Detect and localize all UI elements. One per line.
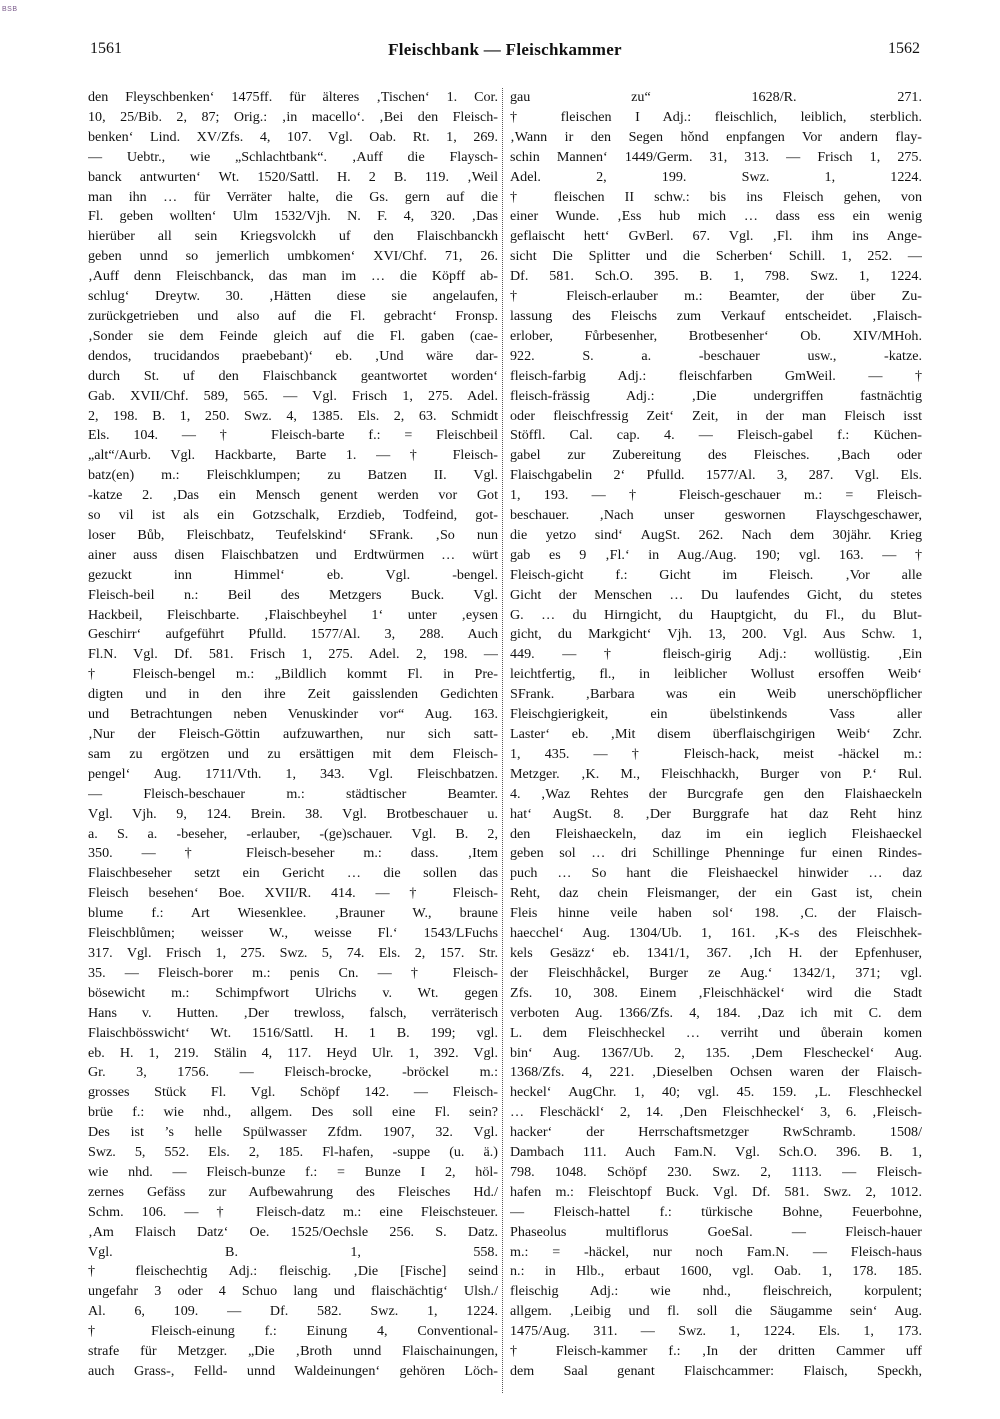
text-line: grosses Stück Fl. Vgl. Schöpf 142. — Fleisch- (88, 1084, 498, 1101)
text-line: Fleischblůmen; weisser W., weisse Fl.‘ 1543/LFuchs (88, 925, 498, 942)
text-line: Schm. 106. — † Fleisch-datz m.: eine Fleischsteuer. (88, 1203, 498, 1220)
text-line: 1475/Aug. 311. — Swz. 1, 1224. Els. 1, 173. (510, 1323, 922, 1340)
text-line: Reht, daz chein Fleismanger, der ein Gast ist, chein (510, 885, 922, 902)
text-line: † fleischechtig Adj.: fleischig. ‚Die [Fische] seind (88, 1263, 498, 1280)
text-line: strafe für Metzger. „Die ‚Broth unnd Flaischainungen, (88, 1343, 498, 1360)
text-line: m.: = -häckel, nur noch Fam.N. — Fleisch-haus (510, 1243, 922, 1260)
text-line: loser Bůb, Fleischbatz, Teufelskind‘ SFrank. ‚So nun (88, 526, 498, 543)
text-line: hat‘ AugSt. 8. ‚Der Burggrafe hat daz Reht hinz (510, 805, 922, 822)
text-line: den Fleyschbenken‘ 1475ff. für älteres ‚Tischen‘ 1. Cor. (88, 89, 498, 105)
running-title: Fleischbank — Fleischkammer (388, 40, 622, 59)
text-line: die yetzo sind‘ AugSt. 262. Nach dem 30jähr. Krieg (510, 526, 922, 543)
text-line: blume f.: Art Wiesenklee. ‚Brauner W., braune (88, 905, 498, 922)
text-line: Dambach 111. Auch Fam.N. Vgl. Sch.O. 396. B. 1, (510, 1144, 922, 1161)
text-line: zernes Gefäss zur Aufbewahrung des Fleisches Hd./ (88, 1183, 498, 1200)
text-line: oder fleischfressig Zeit‘ Zeit, in der man Fleisch isst (510, 407, 922, 424)
text-line: hafen m.: Fleischtopf Buck. Vgl. Df. 581. Swz. 2, 1012. (510, 1183, 922, 1200)
text-line: Fleisch-gicht f.: Gicht im Fleisch. ‚Vor alle (510, 566, 922, 583)
text-line: lassung des Fleischs zum Verkauf entscheidet. ‚Flaisch- (510, 307, 922, 324)
library-stamp: BSB (2, 6, 18, 13)
text-line: schlug‘ Dreytw. 30. ‚Hätten diese sie angelaufen, (88, 288, 498, 305)
text-line: † Fleisch-erlauber m.: Beamter, der über Zu- (510, 288, 922, 305)
text-line: wie nhd. — Fleisch-bunze f.: = Bunze I 2, höl- (88, 1163, 498, 1180)
text-line: fleisch-frässig Adj.: ‚Die undergriffen fastnächtig (510, 387, 922, 404)
text-line: 317. Vgl. Frisch 1, 275. Swz. 5, 74. Els. 2, 157. Str. (88, 944, 498, 961)
text-line: n.: in Hlb., erbaut 1600, vgl. Oab. 1, 178. 185. (510, 1263, 922, 1280)
text-line: leichtfertig, fl., in leiblicher Wollust ersoffen Weib‘ (510, 666, 922, 683)
text-line: — Uebtr., wie „Schlachtbank“. ‚Auff die Flaysch- (88, 148, 498, 165)
text-line: einer Wunde. ‚Ess hub mich … dass ess ein wenig (510, 208, 922, 225)
text-line: den Fleishaeckeln, daz im ein ieglich Fleishaeckel (510, 825, 922, 842)
column-divider (502, 88, 503, 1393)
text-line: batz(en) m.: Fleischklumpen; zu Batzen II. Vgl. (88, 467, 498, 484)
text-line: haecchel‘ Aug. 1304/Ub. 1, 161. ‚K-s des Fleischhek- (510, 925, 922, 942)
text-line: L. dem Fleischheckel … verriht und ůberain komen (510, 1024, 922, 1041)
text-line: dem Saal genant Flaischcammer: Flaisch, Speckh, (510, 1363, 922, 1379)
text-line: Vgl. Vjh. 9, 124. Brein. 38. Vgl. Brotbeschauer u. (88, 805, 498, 822)
text-line: eb. H. 1, 219. Stälin 4, 117. Heyd Ulr. 1, 392. Vgl. (88, 1044, 498, 1061)
text-line: Laster‘ eb. ‚Mit disem überflaischgirigen Weib‘ Zchr. (510, 726, 922, 742)
text-line: Stöffl. Cal. cap. 4. — Fleisch-gabel f.: Küchen- (510, 427, 922, 444)
page-header (90, 40, 920, 64)
right-column (510, 88, 922, 1393)
right-page-number: 1562 (888, 40, 920, 57)
text-line: geflaischt hett‘ GvBerl. 67. Vgl. ‚Fl. ihm ins Ange- (510, 228, 922, 245)
text-line: Fl.N. Vgl. Df. 581. Frisch 1, 275. Adel. 2, 198. — (88, 646, 498, 663)
text-line: 1368/Zfs. 4, 221. ‚Dieselben Ochsen waren der Flaisch- (510, 1064, 922, 1081)
text-line: gicht, du Markgicht‘ Vjh. 13, 200. Vgl. Aus Schw. 1, (510, 626, 922, 643)
text-line: † fleischen II schw.: bis ins Fleisch gehen, von (510, 188, 922, 205)
left-page-number: 1561 (90, 40, 122, 57)
text-line: man ihn … für Verräter halte, die Gs. gern auf die (88, 188, 498, 205)
text-line: gezuckt inn Himmel‘ eb. Vgl. -bengel. (88, 566, 498, 583)
text-line: fleischig Adj.: wie nhd., fleischreich, korpulent; (510, 1283, 922, 1300)
text-line: Els. 104. — † Fleisch-barte f.: = Fleischbeil (88, 427, 498, 444)
text-line: 10, 25/Bib. 2, 87; Orig.: ‚in macello‘. ‚Bei den Fleisch- (88, 108, 498, 125)
text-line: Phaseolus multiflorus GoeSal. — Fleisch-hauer (510, 1223, 922, 1240)
text-line: Hans v. Hutten. ‚Der trewloss, falsch, verräterisch (88, 1004, 498, 1021)
text-line: Gab. XVII/Chf. 589, 565. — Vgl. Frisch 1, 275. Adel. (88, 387, 498, 404)
text-line: Swz. 5, 552. Els. 2, 185. Fl-hafen, -suppe (u. ä.) (88, 1144, 498, 1161)
text-line: benken‘ Lind. XV/Zfs. 4, 107. Vgl. Oab. Rt. 1, 269. (88, 128, 498, 145)
text-line: fleisch-farbig Adj.: fleischfarben GmWeil. — † (510, 367, 922, 384)
text-line: zurückgetrieben und also auf die Fl. gebracht‘ Fronsp. (88, 307, 498, 324)
text-line: heckel‘ AugChr. 1, 40; vgl. 45. 159. ‚L. Fleschheckel (510, 1084, 922, 1101)
text-line: Zfs. 10, 308. Einem ‚Fleischhäckel‘ wird die Stadt (510, 984, 922, 1001)
text-line: Al. 6, 109. — Df. 582. Swz. 1, 1224. (88, 1303, 498, 1320)
text-line: Hackbeil, Fleischbarte. ‚Flaischbeyhel 1‘ unter ‚eysen (88, 606, 498, 623)
text-line: hacker‘ der Herrschaftsmetzger RwSchramb. 1508/ (510, 1124, 922, 1141)
text-line: ‚Wann ir den Segen hǒnd enpfangen Vor andern flay- (510, 128, 922, 145)
text-line: 1, 435. — † Fleisch-hack, meist -häckel m.: (510, 745, 922, 762)
text-line: geben sol … dri Schillinge Phenninge fur einen Rindes- (510, 845, 922, 862)
text-line: ainer auss disen Flaischbatzen und Erdtwürmen … würt (88, 546, 498, 563)
text-line: Des ist ’s helle Spülwasser Zfdm. 1907, 32. Vgl. (88, 1124, 498, 1141)
text-line: Metzger. ‚K. M., Fleischhackh, Burger von P.‘ Rul. (510, 765, 922, 782)
text-line: Flaischbeseher setzt ein Gericht … die sollen das (88, 865, 498, 882)
text-line: Gicht der Menschen … Du laufendes Gicht, du stetes (510, 586, 922, 603)
text-line: Fleischgierigkeit, ein übelstinkends Vass aller (510, 706, 922, 723)
text-line: Fleisch besehen‘ Boe. XVII/R. 414. — † Fleisch- (88, 885, 498, 902)
text-line: verboten Aug. 1366/Zfs. 4, 184. ‚Daz ich mit C. dem (510, 1004, 922, 1021)
text-line: Gr. 3, 1756. — Fleisch-brocke, -bröckel m.: (88, 1064, 498, 1081)
text-line: durch St. uf den Flaischbanck geantwortet worden‘ (88, 367, 498, 384)
text-line: SFrank. ‚Barbara was ein Weib unerschöpflicher (510, 686, 922, 703)
text-line: 2, 198. B. 1, 250. Swz. 4, 1385. Els. 2, 63. Schmidt (88, 407, 498, 424)
text-line: Flaischgabelin 2‘ Pfulld. 1577/Al. 3, 287. Vgl. Els. (510, 467, 922, 484)
text-line: allgem. ‚Leibig und fl. soll die Säugamme sein‘ Aug. (510, 1303, 922, 1320)
text-line: Flaischbösswicht‘ Wt. 1516/Sattl. H. 1 B. 199; vgl. (88, 1024, 498, 1041)
text-line: Adel. 2, 199. Swz. 1, 1224. (510, 168, 922, 185)
text-line: 922. S. a. -beschauer usw., -katze. (510, 347, 922, 364)
text-line: † Fleisch-kammer f.: ‚In der dritten Cammer uff (510, 1343, 922, 1360)
text-line: — Fleisch-hattel f.: türkische Bohne, Feuerbohne, (510, 1203, 922, 1220)
text-line: sam zu ergötzen und zu ersättigen mit dem Fleisch- (88, 745, 498, 762)
text-line: … Fleschäckl‘ 2, 14. ‚Den Fleischheckel‘ 3, 6. ‚Fleisch- (510, 1104, 922, 1121)
text-line: -katze 2. ‚Das ein Mensch genent werden vor Got (88, 487, 498, 504)
text-line: † fleischen I Adj.: fleischlich, leiblich, sterblich. (510, 108, 922, 125)
text-line: 1, 193. — † Fleisch-geschauer m.: = Fleisch- (510, 487, 922, 504)
text-line: 35. — Fleisch-borer m.: penis Cn. — † Fleisch- (88, 964, 498, 981)
text-line: banck antwurten‘ Wt. 1520/Sattl. H. 2 B. 119. ‚Weil (88, 168, 498, 185)
text-line: 4. ‚Waz Rehtes der Burcgrafe gen den Flaishaeckeln (510, 785, 922, 802)
text-line: † Fleisch-bengel m.: „Bildlich kommt Fl. in Pre- (88, 666, 498, 683)
text-line: sicht Die Splitter und die Scherben‘ Schill. 1, 252. — (510, 248, 922, 265)
text-line: ‚Sonder sie dem Feinde gleich auf die Fl. gaben (cae- (88, 327, 498, 344)
text-line: beschauer. ‚Nach unser geswornen Flayschgeschawer, (510, 507, 922, 524)
text-line: so vil ist als ein Gotzschalk, Erzdieb, Todfeind, got- (88, 507, 498, 524)
text-line: brüe f.: wie nhd., allgem. Des soll eine Fl. sein? (88, 1104, 498, 1121)
text-line: pengel‘ Aug. 1711/Vth. 1, 343. Vgl. Fleischbatzen. (88, 765, 498, 782)
text-line: a. S. a. -beseher, -erlauber, -(ge)schauer. Vgl. B. 2, (88, 825, 498, 842)
text-line: bin‘ Aug. 1367/Ub. 2, 135. ‚Dem Flescheckel‘ Aug. (510, 1044, 922, 1061)
text-line: G. … du Hirngicht, du Hauptgicht, du Fl., du Blut- (510, 606, 922, 623)
text-line: gabel zur Zubereitung des Fleisches. ‚Bach oder (510, 447, 922, 464)
text-line: puch … So hant die Fleishaeckel hinwider … daz (510, 865, 922, 882)
text-line: der Fleischhåckel, Burger ze Aug.‘ 1342/1, 371; vgl. (510, 964, 922, 981)
text-line: hierüber all sein Kriegsvolckh uf den Flaischbanckh (88, 228, 498, 245)
text-line: gab es 9 ‚Fl.‘ in Aug./Aug. 190; vgl. 163. — † (510, 546, 922, 563)
text-line: † Fleisch-einung f.: Einung 4, Conventional- (88, 1323, 498, 1340)
text-line: „alt“/Aurb. Vgl. Hackbarte, Barte 1. — † Fleisch- (88, 447, 498, 464)
text-line: Vgl. B. 1, 558. (88, 1243, 498, 1260)
text-line: ‚Nur der Fleisch-Göttin aufzuwarthen, nur sich satt- (88, 726, 498, 742)
text-line: Fl. geben wollten‘ Ulm 1532/Vjh. N. F. 4, 320. ‚Das (88, 208, 498, 225)
text-line: ungefahr 3 oder 4 Schuo lang und flaischächtig‘ Ulsh./ (88, 1283, 498, 1300)
text-line: digten und in den ihre Zeit gaisslenden Gedichten (88, 686, 498, 703)
text-line: Fleisch-beil n.: Beil des Metzgers Buck. Vgl. (88, 586, 498, 603)
text-line: — Fleisch-beschauer m.: städtischer Beamter. (88, 785, 498, 802)
text-line: und Betrachtungen neben Venuskinder vor“ Aug. 163. (88, 706, 498, 723)
text-line: Df. 581. Sch.O. 395. B. 1, 798. Swz. 1, 1224. (510, 268, 922, 285)
text-line: Fleis hinne veile haben sol‘ 198. ‚C. der Flaisch- (510, 905, 922, 922)
text-line: auch Grass-, Felld- unnd Waldeinungen‘ gehören Löch- (88, 1363, 498, 1379)
text-line: dendos, trucidandos praebebant)‘ eb. ‚Und wäre dar- (88, 347, 498, 364)
text-line: geben unnd so jemerlich umbkomen‘ XVI/Chf. 71, 26. (88, 248, 498, 265)
text-line: erlober, Fůrbesenher, Brotbesenher‘ Ob. XIV/MHoh. (510, 327, 922, 344)
text-line: bösewicht m.: Schimpfwort Ulrichs v. Wt. gegen (88, 984, 498, 1001)
left-column (88, 88, 498, 1393)
text-line: ‚Auff denn Fleischbanck, das man im … die Köpff ab- (88, 268, 498, 285)
text-line: gau zu“ 1628/R. 271. (510, 89, 922, 105)
text-line: Geschirr‘ aufgeführt Pfulld. 1577/Al. 3, 288. Auch (88, 626, 498, 643)
text-line: 350. — † Fleisch-beseher m.: dass. ‚Item (88, 845, 498, 862)
text-line: 449. — † fleisch-girig Adj.: wollüstig. ‚Ein (510, 646, 922, 663)
text-line: 798. 1048. Schöpf 230. Swz. 2, 1113. — Fleisch- (510, 1163, 922, 1180)
text-line: schin Mannen‘ 1449/Germ. 31, 313. — Frisch 1, 275. (510, 148, 922, 165)
text-line: ‚Am Flaisch Datz‘ Oe. 1525/Oechsle 256. S. Datz. (88, 1223, 498, 1240)
text-line: kels Gesäzz‘ eb. 1341/1, 367. ‚Ich H. der Epfenhuser, (510, 944, 922, 961)
